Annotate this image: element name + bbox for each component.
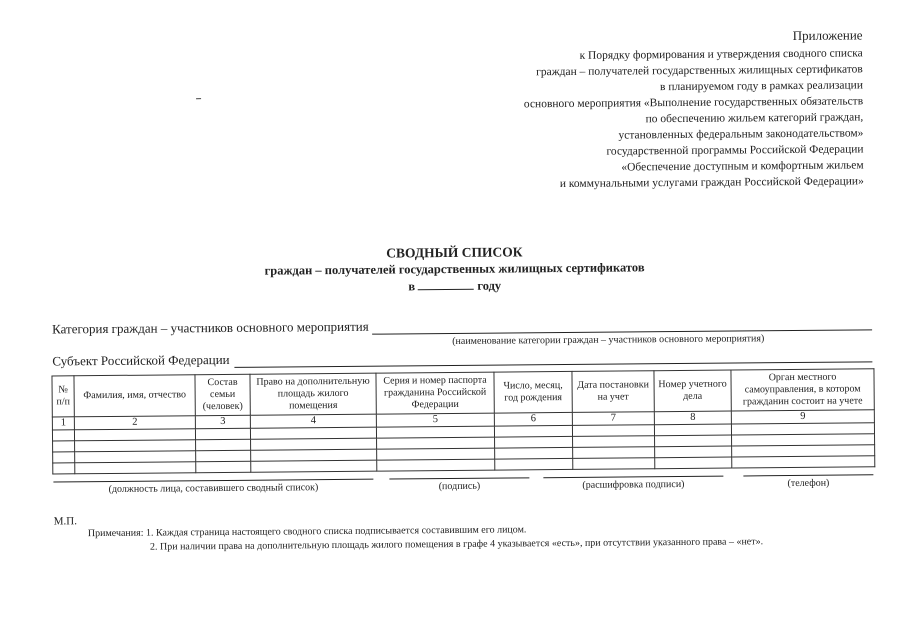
table-cell[interactable] bbox=[655, 446, 732, 458]
table-cell[interactable] bbox=[495, 447, 573, 459]
appendix-block bbox=[432, 26, 863, 193]
title-year-prefix: в bbox=[408, 279, 416, 294]
sign-caption: (подпись) bbox=[438, 480, 481, 493]
table-cell[interactable] bbox=[655, 435, 732, 447]
column-number: 2 bbox=[74, 416, 195, 430]
column-number: 9 bbox=[731, 410, 874, 424]
column-number: 7 bbox=[572, 412, 654, 426]
table-cell[interactable] bbox=[196, 450, 251, 461]
table-cell[interactable] bbox=[494, 425, 572, 437]
subject-label: Субъект Российской Федерации bbox=[52, 351, 230, 369]
phone-blank-field[interactable] bbox=[743, 474, 873, 476]
appendix-heading: Приложение bbox=[792, 27, 863, 43]
header-cell: Фамилия, имя, отчество bbox=[74, 375, 195, 417]
decoding-caption: (расшифровка подписи) bbox=[582, 478, 685, 491]
header-cell: Номер учетного дела bbox=[654, 370, 731, 412]
table-cell[interactable] bbox=[495, 458, 573, 470]
column-number: 3 bbox=[195, 415, 250, 428]
phone-caption: (телефон) bbox=[787, 477, 830, 490]
notes-block bbox=[88, 521, 763, 555]
note-1: Примечания: 1. Каждая страница настоящего сводного списка подписывается составившим его лицом. bbox=[87, 524, 527, 540]
column-number: 8 bbox=[654, 411, 731, 425]
table-cell[interactable] bbox=[52, 430, 74, 441]
header-cell: Состав семьи (человек) bbox=[195, 374, 250, 415]
appendix-line: граждан – получателей государственных жилищных сертификатов bbox=[536, 63, 863, 79]
column-number: 5 bbox=[376, 413, 494, 427]
position-blank-field[interactable] bbox=[53, 479, 373, 483]
appendix-line: установленных федеральным законодательством» bbox=[618, 127, 864, 142]
appendix-line: и коммунальными услугами граждан Российской Федерации» bbox=[559, 175, 864, 191]
header-cell: Право на дополнительную площадь жилого помещения bbox=[250, 373, 376, 415]
decoding-blank-field[interactable] bbox=[543, 476, 723, 479]
title-main: СВОДНЫЙ СПИСОК bbox=[386, 244, 523, 261]
title-subtitle: граждан – получателей государственных жилищных сертификатов bbox=[264, 260, 645, 278]
signature-decoding bbox=[543, 476, 723, 492]
table-cell[interactable] bbox=[655, 457, 732, 469]
table-cell[interactable] bbox=[573, 458, 655, 470]
appendix-line: в планируемом году в рамках реализации bbox=[659, 79, 864, 94]
table-cell[interactable] bbox=[573, 447, 655, 459]
signature-position bbox=[53, 479, 373, 496]
table-cell[interactable] bbox=[377, 459, 495, 471]
sign-blank-field[interactable] bbox=[389, 477, 529, 479]
certificates-table bbox=[51, 368, 875, 474]
appendix-line: к Порядку формирования и утверждения сводного списка bbox=[579, 47, 863, 62]
header-cell: Число, месяц, год рождения bbox=[494, 371, 572, 413]
stray-mark bbox=[196, 98, 201, 99]
header-cell: Орган местного самоуправления, в котором гражданин состоит на учете bbox=[731, 369, 874, 411]
table-header-row bbox=[52, 369, 874, 417]
table-cell[interactable] bbox=[53, 463, 75, 474]
table-cell[interactable] bbox=[654, 424, 731, 436]
table-cell[interactable] bbox=[251, 460, 377, 472]
signature-phone bbox=[743, 474, 873, 489]
subject-blank-field[interactable] bbox=[234, 361, 872, 368]
stamp-place: М.П. bbox=[53, 515, 78, 528]
appendix-line: «Обеспечение доступным и комфортным жильем bbox=[621, 159, 864, 174]
table-cell[interactable] bbox=[195, 428, 250, 439]
table-cell[interactable] bbox=[572, 425, 654, 437]
appendix-line: государственной программы Российской Федерации bbox=[606, 143, 864, 158]
subject-row bbox=[52, 346, 872, 371]
signature-sign bbox=[389, 477, 529, 492]
header-cell: Дата постановки на учет bbox=[572, 371, 654, 413]
year-blank-field[interactable] bbox=[418, 278, 474, 290]
column-number: 6 bbox=[494, 412, 572, 426]
appendix-line: по обеспечению жильем категорий граждан, bbox=[645, 111, 864, 126]
table-cell[interactable] bbox=[196, 439, 251, 450]
column-number: 1 bbox=[52, 417, 74, 430]
appendix-line: основного мероприятия «Выполнение государственных обязательств bbox=[523, 95, 864, 111]
category-hint: (наименование категории граждан – участников основного мероприятия) bbox=[452, 333, 765, 347]
category-row bbox=[51, 314, 872, 347]
table-cell[interactable] bbox=[732, 456, 875, 468]
header-cell: Серия и номер паспорта гражданина Российской Федерации bbox=[376, 372, 494, 414]
table-cell[interactable] bbox=[53, 452, 75, 463]
table-cell[interactable] bbox=[495, 436, 573, 448]
table-cell[interactable] bbox=[53, 441, 75, 452]
table-cell[interactable] bbox=[573, 436, 655, 448]
table-cell[interactable] bbox=[75, 462, 196, 474]
category-label: Категория граждан – участников основного мероприятия bbox=[51, 318, 369, 337]
position-caption: (должность лица, составившего сводный список) bbox=[108, 482, 319, 495]
title-year-suffix: году bbox=[477, 278, 502, 293]
header-cell: № п/п bbox=[52, 376, 74, 417]
document-title bbox=[129, 241, 779, 298]
column-number: 4 bbox=[250, 414, 376, 428]
table-cell[interactable] bbox=[196, 461, 251, 472]
note-2: 2. При наличии права на дополнительную площадь жилого помещения в графе 4 указывается «есть», при отсутствии указанного права – «нет». bbox=[149, 536, 764, 553]
